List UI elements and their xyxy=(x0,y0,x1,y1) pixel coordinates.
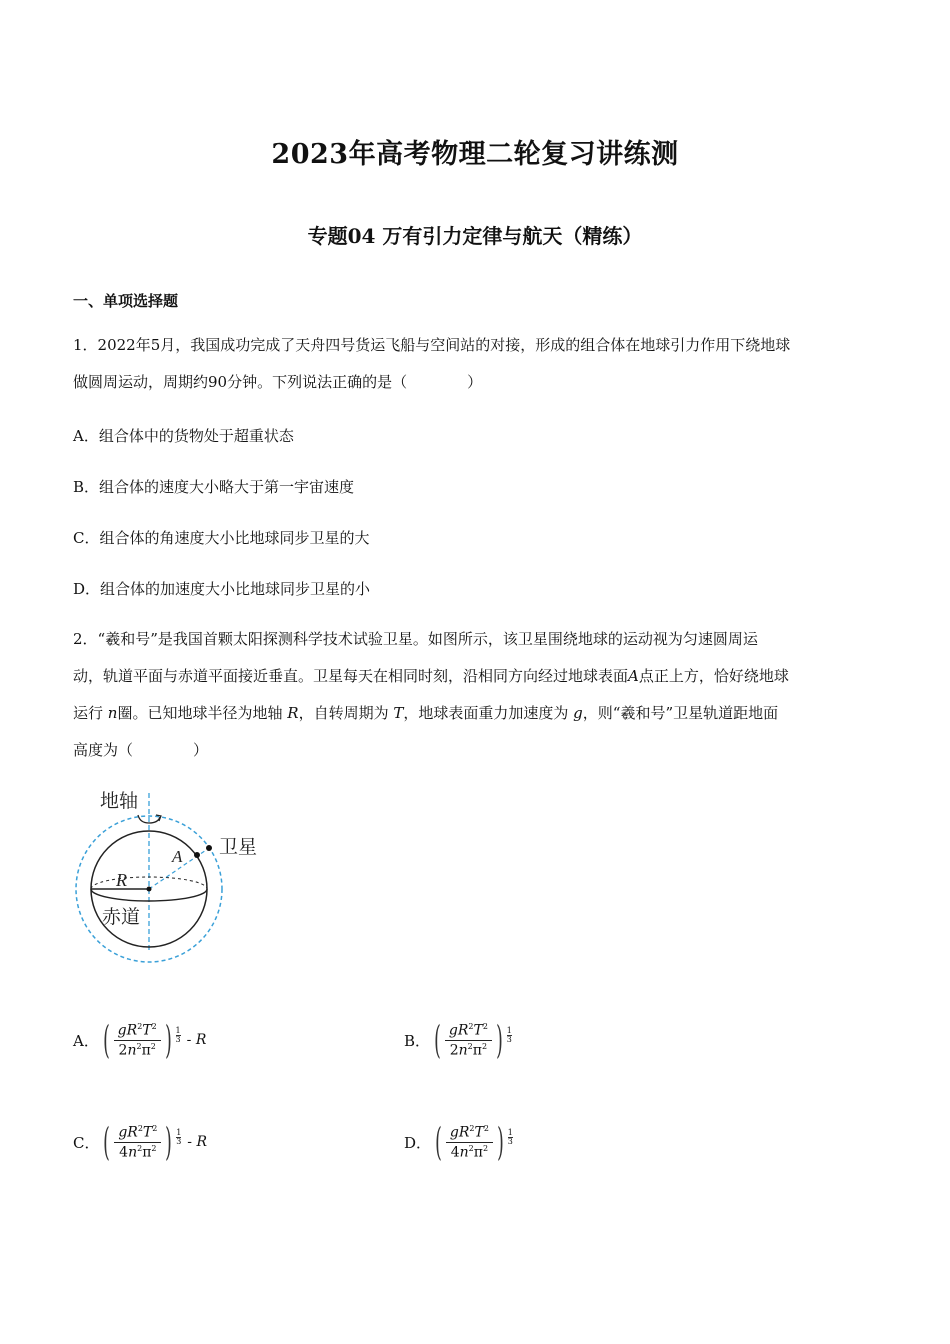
section-heading: 一、单项选择题 xyxy=(73,292,179,310)
left-paren: ( xyxy=(102,1018,110,1062)
q1-stem-line2: 做圆周运动，周期约90分钟。下列说法正确的是（ ） xyxy=(73,373,483,391)
q1-option-a: A．组合体中的货物处于超重状态 xyxy=(73,427,294,445)
left-paren: ( xyxy=(434,1018,441,1062)
right-paren: ) xyxy=(164,1018,172,1062)
q2-line3c: ，自转周期为 xyxy=(298,704,389,722)
minus-r: - R xyxy=(186,1032,207,1048)
q2-line3a: 运行 xyxy=(73,704,104,722)
equator-label: 赤道 xyxy=(102,907,141,928)
q2-option-c xyxy=(73,1120,207,1164)
fraction: $\frac{gR^2T^2}{4n^2\pi^2}$ xyxy=(446,1124,493,1160)
right-paren: ) xyxy=(495,1018,503,1062)
option-a-label: A． xyxy=(73,1031,99,1050)
page-subtitle: 专题04 万有引力定律与航天（精练） xyxy=(307,224,643,248)
axis-label: 地轴 xyxy=(100,791,139,812)
satellite-label: 卫星 xyxy=(219,837,258,858)
q2-stem-line4: 高度为（ ） xyxy=(73,741,209,759)
q1-option-b: B．组合体的速度大小略大于第一宇宙速度 xyxy=(73,478,355,496)
q1-option-d: D．组合体的加速度大小比地球同步卫星的小 xyxy=(73,580,371,598)
radius-label: R xyxy=(116,870,127,890)
left-paren: ( xyxy=(435,1120,442,1164)
q2-stem-line1: 2．“羲和号”是我国首颗太阳探测科学技术试验卫星。如图所示，该卫星围绕地球的运动视为匀速圆周运 xyxy=(73,630,758,648)
q1-option-c: C．组合体的角速度大小比地球同步卫星的大 xyxy=(73,529,370,547)
var-a: A xyxy=(628,667,639,685)
page-title: 2023年高考物理二轮复习讲练测 xyxy=(271,139,679,170)
q2-stem-line2 xyxy=(73,666,789,686)
q2-option-b xyxy=(404,1018,512,1062)
right-paren: ) xyxy=(496,1120,504,1164)
var-n: n xyxy=(107,704,118,722)
q2-option-a xyxy=(73,1018,206,1062)
fraction: $\frac{gR^2T^2}{4n^2\pi^2}$ xyxy=(114,1124,161,1160)
option-c-label: C． xyxy=(73,1133,100,1152)
exponent: 1 3 xyxy=(175,1025,181,1044)
q1-stem-line1: 1．2022年5月，我国成功完成了天舟四号货运飞船与空间站的对接，形成的组合体在地球引力作用下绕地球 xyxy=(73,336,791,354)
minus-r: - R xyxy=(187,1134,208,1150)
right-paren: ) xyxy=(165,1120,173,1164)
q2-line2b: 点正上方，恰好绕地球 xyxy=(638,667,789,685)
q2-stem-line3 xyxy=(73,703,778,723)
q2-option-d xyxy=(404,1120,513,1164)
q2-line2a: 动，轨道平面与赤道平面接近垂直。卫星每天在相同时刻，沿相同方向经过地球表面 xyxy=(73,667,629,685)
fraction: $\frac{gR^2T^2}{2n^2\pi^2}$ xyxy=(445,1022,492,1058)
q2-line3b: 圈。已知地球半径为地轴 xyxy=(117,704,283,722)
exponent: 1 3 xyxy=(176,1127,182,1146)
q2-line3e: ，则“羲和号”卫星轨道距地面 xyxy=(582,704,779,722)
fraction: $\frac{gR^2T^2}{2n^2\pi^2}$ xyxy=(114,1022,161,1058)
option-d-label: D． xyxy=(404,1133,432,1152)
option-b-label: B． xyxy=(404,1031,431,1050)
q2-line3d: ，地球表面重力加速度为 xyxy=(403,704,569,722)
var-t: T xyxy=(393,704,404,722)
var-g: g xyxy=(573,704,583,722)
left-paren: ( xyxy=(103,1120,111,1164)
exponent: 1 3 xyxy=(506,1025,512,1044)
earth-center-dot xyxy=(147,887,152,892)
point-a-dot xyxy=(194,852,200,858)
satellite-dot xyxy=(206,845,212,851)
point-a-label: A xyxy=(172,847,183,866)
var-r: R xyxy=(287,704,299,722)
earth-orbit-figure xyxy=(70,785,270,975)
exponent: 1 3 xyxy=(507,1127,513,1146)
